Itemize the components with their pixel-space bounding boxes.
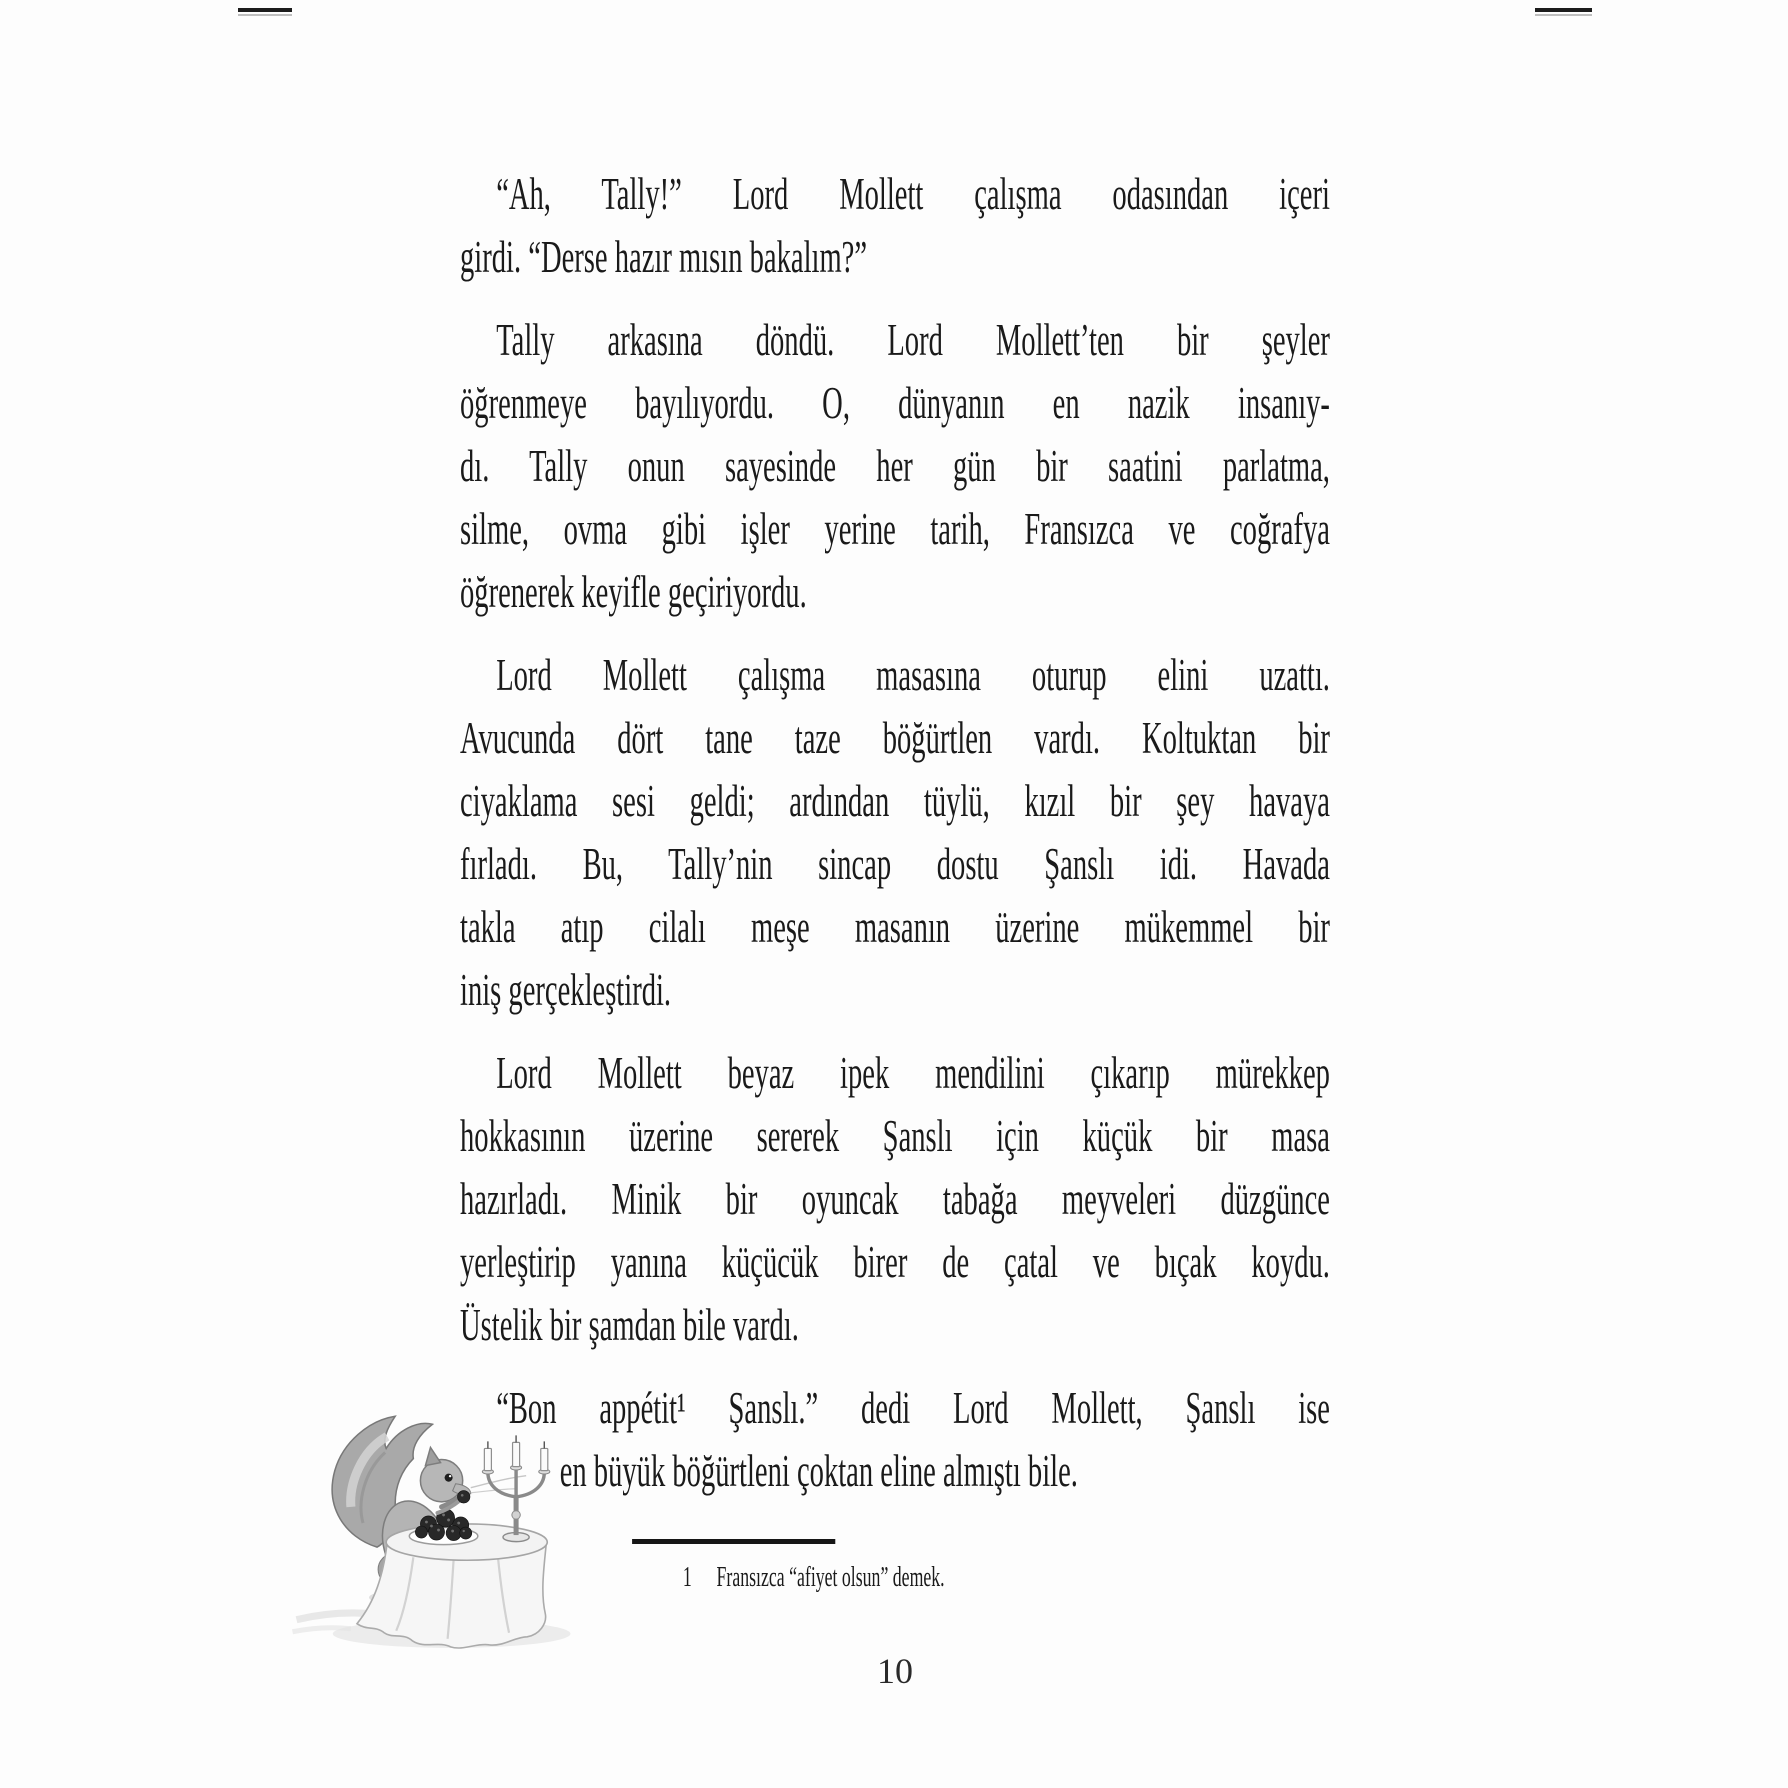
text-line: takla atıp cilalı meşe masanın üzerine mükemmel bir [460, 902, 1330, 952]
text-line: “Bon appétit¹ Şanslı.” dedi Lord Mollett, Şanslı ise [496, 1383, 1330, 1433]
text-line: en büyük böğürtleni çoktan eline almıştı bile. [559, 1446, 1078, 1496]
paragraph-3 [460, 644, 1330, 1022]
text-line: hokkasının üzerine sererek Şanslı için küçük bir masa [460, 1111, 1330, 1161]
text-line: Avucunda dört tane taze böğürtlen vardı. Koltuktan bir [460, 713, 1330, 763]
text-line: dı. Tally onun sayesinde her gün bir saatini parlatma, [460, 441, 1330, 491]
footnote-text: Fransızca “afiyet olsun” demek. [716, 1562, 945, 1593]
paragraph-2 [460, 309, 1330, 624]
text-line: yerleştirip yanına küçücük birer de çatal ve bıçak koydu. [460, 1237, 1330, 1287]
footnote-number: 1 [682, 1562, 692, 1593]
body-text-column [460, 163, 1330, 1596]
text-line: öğrenmeye bayılıyordu. O, dünyanın en nazik insanıy- [460, 378, 1330, 428]
text-line: iniş gerçekleştirdi. [460, 965, 672, 1015]
text-line: ciyaklama sesi geldi; ardından tüylü, kızıl bir şey havaya [460, 776, 1330, 826]
footnote [683, 1560, 1330, 1596]
paragraph-5 [460, 1377, 1330, 1503]
text-line: silme, ovma gibi işler yerine tarih, Fransızca ve coğrafya [460, 504, 1330, 554]
text-line: Tally arkasına döndü. Lord Mollett’ten bir şeyler [496, 315, 1330, 365]
text-line: Lord Mollett çalışma masasına oturup elini uzattı. [496, 650, 1330, 700]
paragraph-4 [460, 1042, 1330, 1357]
squirrel-illustration [290, 1384, 578, 1666]
text-line: Üstelik bir şamdan bile vardı. [460, 1300, 799, 1350]
page-number: 10 [877, 1651, 913, 1691]
text-line: öğrenerek keyifle geçiriyordu. [460, 567, 807, 617]
text-line: fırladı. Bu, Tally’nin sincap dostu Şanslı idi. Havada [460, 839, 1330, 889]
top-left-trim-mark [238, 8, 292, 16]
text-line: girdi. “Derse hazır mısın bakalım?” [460, 232, 868, 282]
text-line: Lord Mollett beyaz ipek mendilini çıkarıp mürekkep [496, 1048, 1330, 1098]
text-line: “Ah, Tally!” Lord Mollett çalışma odasından içeri [496, 169, 1330, 219]
footnote-divider [632, 1539, 835, 1544]
text-line: hazırladı. Minik bir oyuncak tabağa meyveleri düzgünce [460, 1174, 1330, 1224]
top-right-trim-mark [1535, 8, 1592, 16]
paragraph-1 [460, 163, 1330, 289]
